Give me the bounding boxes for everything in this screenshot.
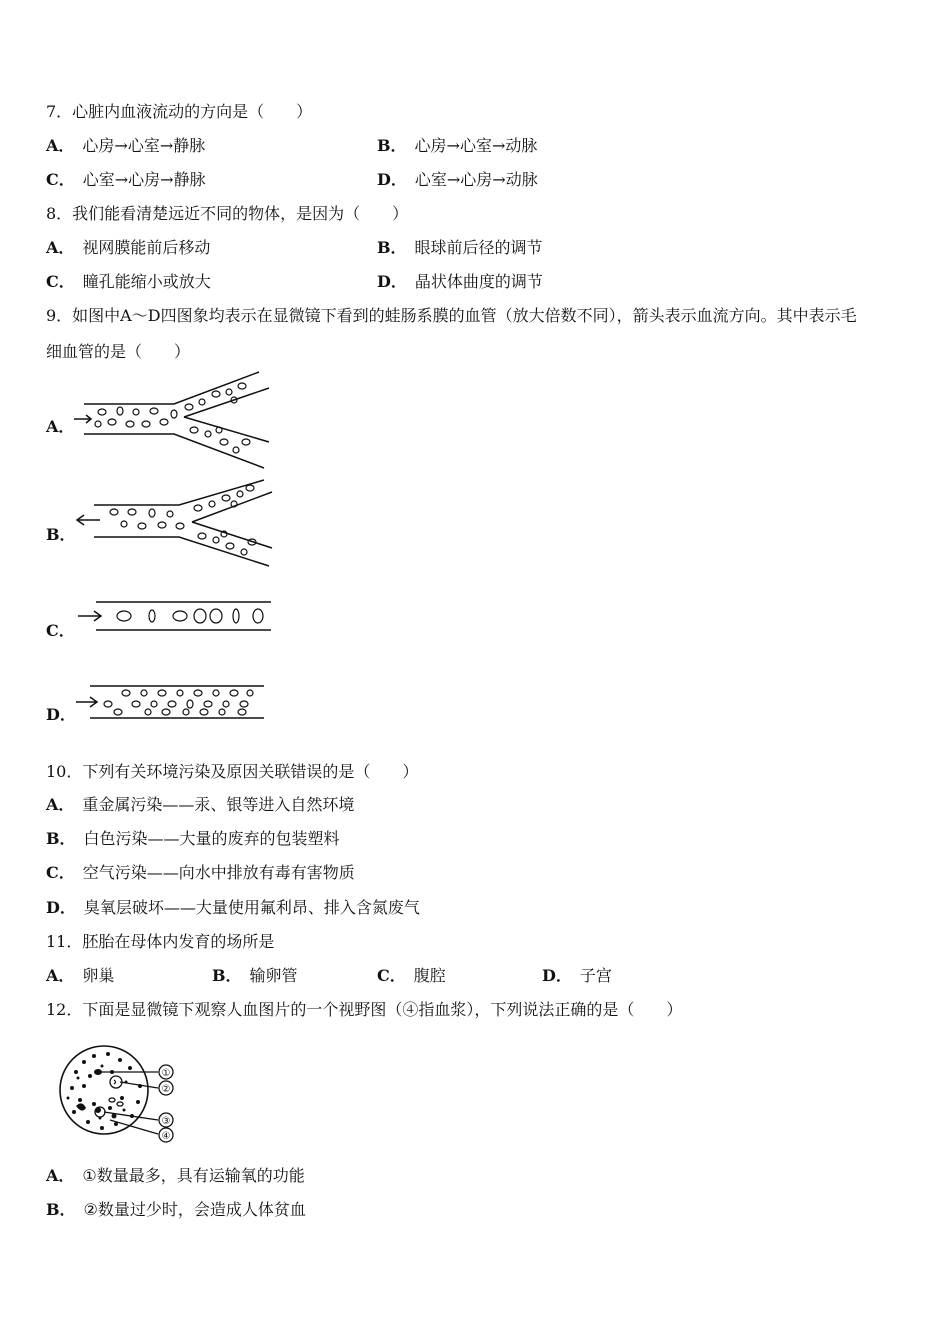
q10-stem: 10．下列有关环境污染及原因关联错误的是（ ） (46, 762, 419, 781)
q11-option-c (377, 966, 446, 986)
option-label: A． (46, 795, 75, 814)
option-label: D． (46, 898, 76, 917)
q11-option-d (542, 966, 612, 986)
option-text: 心房→心室→动脉 (414, 136, 538, 155)
option-text: 视网膜能前后移动 (82, 238, 211, 257)
q9-stem-line1: 9．如图中A～D四图象均表示在显微镜下看到的蛙肠系膜的血管（放大倍数不同），箭头表示血流方向。其中表示毛 (46, 306, 857, 325)
option-label: D． (377, 170, 407, 189)
option-text: 子宫 (579, 966, 612, 985)
q12-option-a (46, 1166, 305, 1186)
q9-figure-b-label: B． (46, 525, 76, 544)
q10-option-c (46, 863, 355, 883)
option-text: 腹腔 (413, 966, 446, 985)
figure-label-4: ④ (161, 1131, 171, 1142)
q7-option-a (46, 136, 205, 156)
q8-option-a (46, 238, 210, 258)
figure-label-1: ① (161, 1068, 171, 1079)
option-text: 重金属污染——汞、银等进入自然环境 (82, 795, 355, 814)
q11-stem: 11．胚胎在母体内发育的场所是 (46, 932, 275, 951)
option-text: 心室→心房→动脉 (414, 170, 538, 189)
option-text: ②数量过少时，会造成人体贫血 (83, 1200, 306, 1219)
option-text: 瞳孔能缩小或放大 (82, 272, 211, 291)
option-text: 眼球前后径的调节 (414, 238, 543, 257)
figure-label-2: ② (161, 1084, 171, 1095)
q7-option-c (46, 170, 206, 190)
q11-option-a (46, 966, 114, 986)
option-label: B． (46, 1200, 76, 1219)
option-label: A． (46, 966, 75, 985)
q10-option-a (46, 795, 354, 815)
option-text: 晶状体曲度的调节 (414, 272, 543, 291)
option-label: B． (212, 966, 242, 985)
option-label: C． (46, 863, 75, 882)
q10-option-b (46, 829, 340, 849)
q8-option-d (377, 272, 543, 292)
option-text: 心房→心室→静脉 (82, 136, 206, 155)
q9-figure-d-label: D． (46, 705, 76, 724)
option-text: 臭氧层破坏——大量使用氟利昂、排入含氮废气 (83, 898, 420, 917)
option-label: B． (377, 238, 407, 257)
option-text: 卵巢 (82, 966, 115, 985)
option-label: A． (46, 136, 75, 155)
option-label: C． (46, 170, 75, 189)
option-text: ①数量最多，具有运输氧的功能 (82, 1166, 305, 1185)
option-label: A． (46, 238, 75, 257)
q8-option-c (46, 272, 211, 292)
vessel-figure-d (74, 682, 269, 722)
option-label: D． (542, 966, 572, 985)
q9-figure-c-label: C． (46, 621, 75, 640)
q9-stem-line2: 细血管的是（ ） (46, 342, 191, 361)
q12-stem: 12．下面是显微镜下观察人血图片的一个视野图（④指血浆），下列说法正确的是（ ） (46, 1000, 683, 1019)
option-text: 输卵管 (249, 966, 298, 985)
q11-option-b (212, 966, 298, 986)
q9-figure-a-label: A． (46, 417, 75, 436)
q7-stem: 7．心脏内血液流动的方向是（ ） (46, 102, 313, 121)
figure-label-3: ③ (161, 1116, 171, 1127)
vessel-figure-b (74, 480, 279, 570)
option-label: D． (377, 272, 407, 291)
blood-smear-figure (54, 1042, 184, 1146)
option-label: C． (46, 272, 75, 291)
q8-option-b (377, 238, 543, 258)
option-text: 白色污染——大量的废弃的包装塑料 (83, 829, 340, 848)
vessel-figure-a (74, 372, 269, 472)
vessel-figure-c (76, 598, 276, 634)
q7-option-d (377, 170, 538, 190)
option-text: 心室→心房→静脉 (82, 170, 206, 189)
option-text: 空气污染——向水中排放有毒有害物质 (82, 863, 355, 882)
option-label: C． (377, 966, 406, 985)
q12-option-b (46, 1200, 306, 1220)
option-label: B． (377, 136, 407, 155)
q10-option-d (46, 898, 420, 918)
q8-stem: 8．我们能看清楚远近不同的物体，是因为（ ） (46, 204, 409, 223)
option-label: B． (46, 829, 76, 848)
q7-option-b (377, 136, 537, 156)
option-label: A． (46, 1166, 75, 1185)
